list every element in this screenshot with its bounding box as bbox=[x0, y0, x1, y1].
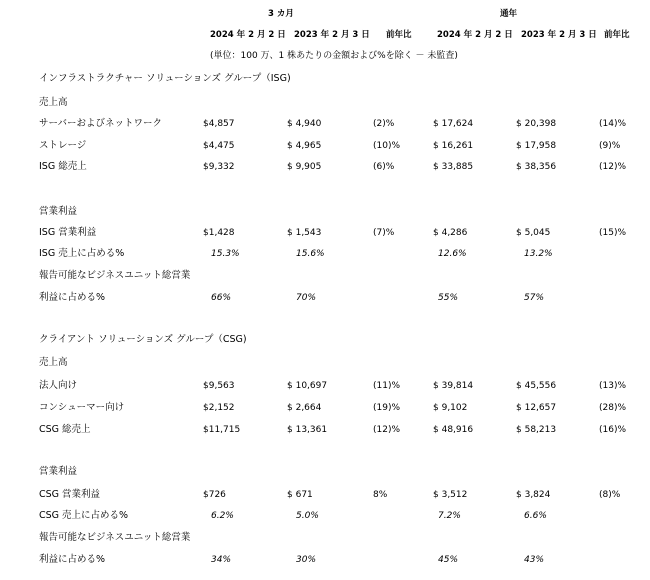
cell-yyoy: (13)% bbox=[599, 381, 627, 391]
csg-reportable-label: 報告可能なビジネスユニット総営業 bbox=[39, 532, 191, 543]
csg-revenue-label: 売上高 bbox=[39, 357, 68, 368]
cell-q2024: $726 bbox=[203, 490, 226, 500]
cell-y2023: $ 20,398 bbox=[516, 119, 557, 129]
cell-q2024: $4,857 bbox=[203, 119, 235, 129]
cell-q2024: $4,475 bbox=[203, 141, 235, 151]
cell-y2024: 55% bbox=[438, 293, 459, 303]
cell-y2023: $ 38,356 bbox=[516, 162, 557, 172]
row-label: ストレージ bbox=[39, 140, 87, 151]
cell-y2023: $ 17,958 bbox=[516, 141, 557, 151]
cell-qyoy: (6)% bbox=[373, 162, 395, 172]
cell-q2023: $ 9,905 bbox=[287, 162, 322, 172]
col-header-y-2024: 2024 年 2 月 2 日 bbox=[437, 30, 513, 40]
cell-q2024: $11,715 bbox=[203, 425, 241, 435]
cell-qyoy: (7)% bbox=[373, 228, 395, 238]
col-header-q-yoy: 前年比 bbox=[386, 30, 412, 40]
cell-y2023: 13.2% bbox=[524, 249, 553, 259]
col-header-y-2023: 2023 年 2 月 3 日 bbox=[521, 30, 597, 40]
col-header-y-yoy: 前年比 bbox=[604, 30, 630, 40]
cell-q2024: 34% bbox=[211, 555, 232, 565]
cell-q2023: $ 4,940 bbox=[287, 119, 322, 129]
cell-y2023: $ 45,556 bbox=[516, 381, 557, 391]
cell-q2023: 70% bbox=[296, 293, 317, 303]
row-label: 利益に占める% bbox=[39, 292, 106, 303]
cell-qyoy: 8% bbox=[373, 490, 388, 500]
row-label: CSG 営業利益 bbox=[39, 489, 101, 500]
three-months-heading: 3 カ月 bbox=[268, 9, 294, 19]
cell-q2023: $ 2,664 bbox=[287, 403, 322, 413]
cell-qyoy: (12)% bbox=[373, 425, 401, 435]
units-note: (単位：100 万、1 株あたりの金額および%を除く － 未監査) bbox=[210, 51, 458, 61]
cell-y2024: 12.6% bbox=[438, 249, 467, 259]
cell-q2023: 15.6% bbox=[296, 249, 325, 259]
isg-revenue-label: 売上高 bbox=[39, 97, 68, 108]
cell-q2023: $ 1,543 bbox=[287, 228, 322, 238]
cell-q2024: $2,152 bbox=[203, 403, 235, 413]
cell-y2024: $ 4,286 bbox=[433, 228, 468, 238]
row-label: ISG 総売上 bbox=[39, 161, 87, 172]
row-label: CSG 売上に占める% bbox=[39, 510, 129, 521]
cell-y2024: $ 16,261 bbox=[433, 141, 474, 151]
cell-y2024: $ 17,624 bbox=[433, 119, 474, 129]
cell-y2023: $ 12,657 bbox=[516, 403, 557, 413]
cell-y2023: $ 58,213 bbox=[516, 425, 557, 435]
cell-yyoy: (15)% bbox=[599, 228, 627, 238]
cell-y2024: $ 39,814 bbox=[433, 381, 474, 391]
cell-y2024: $ 3,512 bbox=[433, 490, 468, 500]
cell-y2024: $ 9,102 bbox=[433, 403, 468, 413]
row-label: サーバーおよびネットワーク bbox=[39, 118, 163, 129]
cell-yyoy: (28)% bbox=[599, 403, 627, 413]
cell-q2024: $9,332 bbox=[203, 162, 235, 172]
cell-yyoy: (8)% bbox=[599, 490, 621, 500]
cell-qyoy: (19)% bbox=[373, 403, 401, 413]
cell-y2023: 43% bbox=[524, 555, 545, 565]
cell-q2023: $ 13,361 bbox=[287, 425, 328, 435]
cell-q2024: 6.2% bbox=[211, 511, 234, 521]
cell-q2024: $1,428 bbox=[203, 228, 235, 238]
cell-q2024: $9,563 bbox=[203, 381, 235, 391]
csg-section-title: クライアント ソリューションズ グループ（CSG) bbox=[39, 334, 247, 345]
col-header-q-2024: 2024 年 2 月 2 日 bbox=[210, 30, 286, 40]
row-label: ISG 売上に占める% bbox=[39, 248, 125, 259]
row-label: コンシューマー向け bbox=[39, 402, 125, 413]
cell-q2024: 66% bbox=[211, 293, 232, 303]
cell-q2023: $ 671 bbox=[287, 490, 313, 500]
csg-op-income-label: 営業利益 bbox=[39, 466, 78, 477]
cell-yyoy: (14)% bbox=[599, 119, 627, 129]
cell-q2023: $ 10,697 bbox=[287, 381, 328, 391]
row-label: 利益に占める% bbox=[39, 554, 106, 565]
col-header-q-2023: 2023 年 2 月 3 日 bbox=[294, 30, 370, 40]
cell-y2023: $ 3,824 bbox=[516, 490, 551, 500]
row-label: ISG 営業利益 bbox=[39, 227, 97, 238]
cell-qyoy: (11)% bbox=[373, 381, 401, 391]
isg-op-income-label: 営業利益 bbox=[39, 206, 78, 217]
cell-qyoy: (10)% bbox=[373, 141, 401, 151]
cell-y2023: 6.6% bbox=[524, 511, 547, 521]
cell-yyoy: (12)% bbox=[599, 162, 627, 172]
cell-y2024: $ 48,916 bbox=[433, 425, 474, 435]
isg-section-title: インフラストラクチャー ソリューションズ グループ（ISG) bbox=[39, 73, 291, 84]
fiscal-year-heading: 通年 bbox=[500, 9, 518, 19]
cell-q2024: 15.3% bbox=[211, 249, 240, 259]
cell-y2023: 57% bbox=[524, 293, 545, 303]
cell-q2023: 30% bbox=[296, 555, 317, 565]
isg-reportable-label: 報告可能なビジネスユニット総営業 bbox=[39, 270, 191, 281]
cell-q2023: 5.0% bbox=[296, 511, 319, 521]
cell-y2023: $ 5,045 bbox=[516, 228, 551, 238]
cell-yyoy: (16)% bbox=[599, 425, 627, 435]
row-label: 法人向け bbox=[39, 380, 78, 391]
cell-y2024: 7.2% bbox=[438, 511, 461, 521]
row-label: CSG 総売上 bbox=[39, 424, 91, 435]
cell-y2024: 45% bbox=[438, 555, 459, 565]
cell-y2024: $ 33,885 bbox=[433, 162, 474, 172]
cell-yyoy: (9)% bbox=[599, 141, 621, 151]
cell-q2023: $ 4,965 bbox=[287, 141, 322, 151]
cell-qyoy: (2)% bbox=[373, 119, 395, 129]
